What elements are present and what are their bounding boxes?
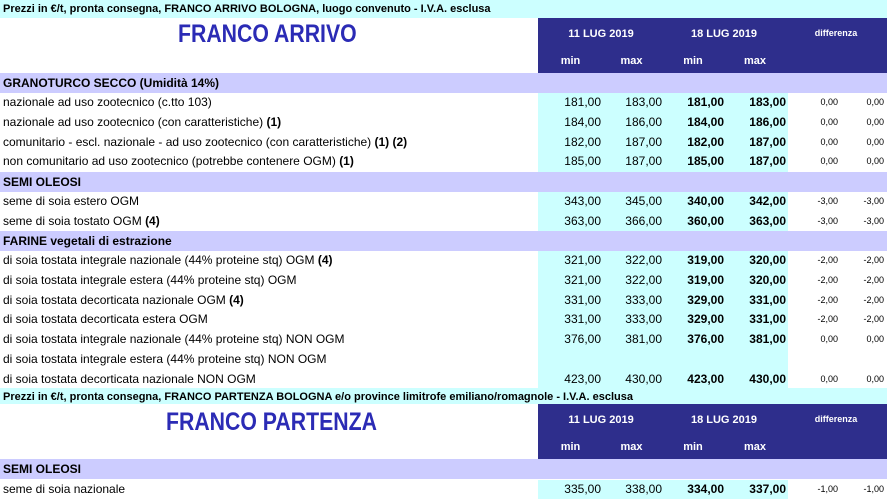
cell-diff-max [838, 350, 884, 370]
cell-prev-max: 333,00 [625, 312, 662, 327]
cell-curr-max: 342,00 [749, 194, 786, 208]
cell-prev-max: 381,00 [625, 332, 662, 347]
row-label-text: comunitario - escl. nazionale - ad uso zootecnico (con caratteristiche) [3, 134, 375, 149]
row-label-text: di soia tostata decorticata nazionale NON OGM [3, 371, 256, 386]
cell-curr-min: 360,00 [687, 213, 724, 228]
row-label-text: nazionale ad uso zootecnico (con caratteristiche) [3, 114, 267, 129]
cell-prev-max: 187,00 [625, 154, 662, 169]
cell-diff-min: -3,00 [817, 196, 838, 206]
row-label [3, 93, 533, 113]
cell-diff-max: -3,00 [863, 215, 884, 226]
row-footnote-ref: (4) [317, 253, 333, 267]
cell-prev-min: 184,00 [564, 114, 601, 129]
cell-prev-min: 331,00 [564, 312, 601, 327]
row-label-text: di soia tostata decorticata estera OGM [3, 312, 208, 327]
cell-prev-max: 338,00 [625, 482, 662, 496]
cell-curr-min: 329,00 [687, 312, 724, 327]
row-label-text: nazionale ad uso zootecnico (c.tto 103) [3, 95, 212, 109]
cell-prev-max: 333,00 [625, 292, 662, 307]
row-label [3, 113, 533, 133]
section-title: SEMI OLEOSI [0, 459, 887, 479]
cell-curr-max [724, 350, 786, 370]
cell-prev-min: 321,00 [564, 272, 601, 287]
row-label [3, 310, 533, 330]
cell-diff-min: -2,00 [817, 274, 838, 285]
cell-diff-max: -3,00 [863, 196, 884, 206]
cell-diff-max: 0,00 [866, 373, 884, 384]
cell-curr-min: 329,00 [687, 292, 724, 307]
cell-diff-min: -2,00 [817, 294, 838, 305]
row-label-text: seme di soia nazionale [3, 482, 126, 496]
cell-curr-min [662, 350, 724, 370]
column-min-header: min [560, 55, 581, 67]
row-label [3, 370, 533, 390]
cell-curr-min: 319,00 [687, 253, 724, 267]
cell-curr-max: 363,00 [749, 213, 786, 228]
row-label [3, 330, 533, 350]
column-min-header: min [683, 441, 703, 453]
column-max-header: max [620, 55, 643, 67]
cell-prev-max: 186,00 [625, 114, 662, 129]
cell-curr-min: 181,00 [687, 95, 724, 109]
cell-prev-max: 187,00 [625, 134, 662, 149]
cell-diff-min: 0,00 [820, 116, 838, 127]
row-footnote-ref: (1) [266, 114, 282, 129]
row-label-text: di soia tostata integrale nazionale (44% proteine stq) OGM [3, 253, 318, 267]
cell-curr-min: 340,00 [687, 194, 724, 208]
row-label [3, 152, 533, 172]
difference-header: differenza [814, 414, 858, 424]
row-label [3, 350, 533, 370]
cell-diff-min: 0,00 [820, 334, 838, 345]
cell-diff-min: 0,00 [820, 156, 838, 167]
cell-curr-max: 183,00 [749, 95, 786, 109]
row-footnote-ref: (1) (2) [374, 134, 408, 149]
cell-diff-min: -1,00 [817, 484, 838, 494]
row-label-text: non comunitario ad uso zootecnico (potrebbe contenere OGM) [3, 154, 340, 169]
date-previous: 11 LUG 2019 [568, 414, 634, 426]
table-note: Prezzi in €/t, pronta consegna, FRANCO ARRIVO BOLOGNA, luogo convenuto - I.V.A. esclusa [0, 0, 887, 18]
cell-prev-min: 182,00 [564, 134, 601, 149]
row-label [3, 271, 533, 291]
cell-diff-max: 0,00 [866, 334, 884, 345]
cell-curr-max: 320,00 [749, 272, 786, 287]
cell-curr-max: 187,00 [749, 134, 786, 149]
section-title: GRANOTURCO SECCO (Umidità 14%) [0, 73, 887, 93]
cell-diff-max: -1,00 [863, 484, 884, 494]
column-min-header: min [560, 441, 581, 453]
cell-curr-min: 423,00 [687, 371, 724, 386]
cell-prev-max: 430,00 [625, 371, 662, 386]
cell-diff-max: 0,00 [866, 116, 884, 127]
table-note: Prezzi in €/t, pronta consegna, FRANCO PARTENZA BOLOGNA e/o province limitrofe emiliano/romagnole - I.V.A. esclusa [0, 388, 887, 404]
cell-prev-max: 322,00 [625, 253, 662, 267]
cell-diff-max: 0,00 [866, 97, 884, 107]
cell-diff-max: -2,00 [863, 255, 884, 265]
column-max-header: max [743, 441, 767, 453]
row-label-text: seme di soia estero OGM [3, 194, 140, 208]
cell-curr-min: 185,00 [687, 154, 724, 169]
cell-prev-max: 322,00 [625, 272, 662, 287]
cell-prev-max: 345,00 [625, 194, 662, 208]
cell-prev-min: 335,00 [564, 482, 601, 496]
date-previous: 11 LUG 2019 [568, 28, 634, 40]
cell-curr-max: 381,00 [749, 332, 786, 347]
row-footnote-ref: (4) [145, 213, 160, 228]
row-label [3, 192, 533, 212]
row-label [3, 212, 533, 232]
cell-diff-max: -2,00 [863, 294, 884, 305]
column-max-header: max [743, 55, 767, 67]
cell-prev-min: 363,00 [564, 213, 601, 228]
cell-diff-min: 0,00 [820, 136, 838, 147]
cell-diff-max: -2,00 [863, 314, 884, 325]
column-max-header: max [620, 441, 643, 453]
date-current: 18 LUG 2019 [690, 28, 758, 40]
cell-curr-max: 331,00 [749, 292, 786, 307]
row-label [3, 480, 533, 499]
cell-prev-min: 181,00 [564, 95, 601, 109]
cell-prev-min: 423,00 [564, 371, 601, 386]
cell-curr-max: 430,00 [749, 371, 786, 386]
cell-diff-max: 0,00 [866, 156, 884, 167]
cell-diff-max: -2,00 [863, 274, 884, 285]
row-footnote-ref: (1) [339, 154, 354, 169]
cell-curr-min: 334,00 [687, 482, 724, 496]
cell-diff-min [786, 350, 838, 370]
cell-prev-min: 331,00 [564, 292, 601, 307]
row-label-text: di soia tostata integrale estera (44% proteine stq) OGM [3, 272, 297, 287]
cell-diff-min: -2,00 [817, 255, 838, 265]
row-label-text: seme di soia tostato OGM [3, 213, 146, 228]
row-label-text: di soia tostata decorticata nazionale OGM [3, 292, 230, 307]
cell-curr-min: 376,00 [687, 332, 724, 347]
cell-prev-max: 366,00 [625, 213, 662, 228]
cell-prev-min: 321,00 [564, 253, 601, 267]
cell-prev-min: 185,00 [564, 154, 601, 169]
cell-prev-max [601, 350, 662, 370]
cell-diff-min: -2,00 [817, 314, 838, 325]
cell-diff-min: 0,00 [820, 97, 838, 107]
row-label-text: di soia tostata integrale estera (44% proteine stq) NON OGM [3, 352, 327, 366]
date-current: 18 LUG 2019 [690, 414, 758, 426]
cell-prev-min: 376,00 [564, 332, 601, 347]
difference-header: differenza [814, 28, 858, 38]
cell-curr-max: 320,00 [749, 253, 786, 267]
section-title: SEMI OLEOSI [0, 172, 887, 192]
cell-curr-max: 187,00 [749, 154, 786, 169]
cell-curr-min: 319,00 [687, 272, 724, 287]
row-footnote-ref: (4) [229, 292, 244, 307]
cell-diff-min: -3,00 [817, 215, 838, 226]
column-min-header: min [683, 55, 703, 67]
cell-prev-min: 343,00 [564, 194, 601, 208]
row-label [3, 251, 533, 271]
row-label [3, 133, 533, 153]
cell-diff-min: 0,00 [820, 373, 838, 384]
cell-curr-max: 186,00 [749, 114, 786, 129]
section-title: FARINE vegetali di estrazione [0, 231, 887, 251]
cell-curr-max: 337,00 [749, 482, 786, 496]
cell-curr-min: 184,00 [687, 114, 724, 129]
cell-prev-min [540, 350, 601, 370]
cell-curr-max: 331,00 [749, 312, 786, 327]
row-label-text: di soia tostata integrale nazionale (44% proteine stq) NON OGM [3, 332, 345, 347]
page-title: FRANCO PARTENZA [166, 408, 377, 436]
page-title: FRANCO ARRIVO [178, 20, 357, 48]
row-label [3, 291, 533, 311]
cell-prev-max: 183,00 [625, 95, 662, 109]
cell-curr-min: 182,00 [687, 134, 724, 149]
cell-diff-max: 0,00 [866, 136, 884, 147]
